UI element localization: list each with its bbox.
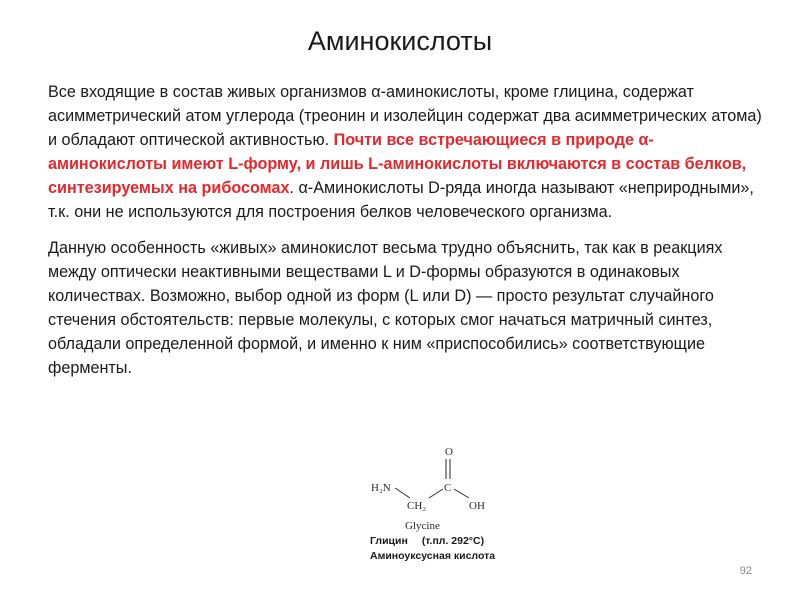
- structure-caption: [370, 534, 495, 564]
- bond-ch2-c: [429, 489, 443, 498]
- atom-c: C: [444, 482, 452, 494]
- glycine-structure-diagram: [365, 445, 525, 535]
- paragraph-1-part-2: . α-Аминокислоты D-ряда иногда называют «неприродными», т.к. они не используются для построения белков человеческого организма.: [48, 179, 754, 221]
- caption-line-2: Аминоуксусная кислота: [370, 550, 496, 562]
- bond-n-ch2: [395, 488, 410, 498]
- paragraph-2: Данную особенность «живых» аминокислот весьма трудно объяснить, так как в реакциях между оптически неактивными веществами L и D-формы образуются в одинаковых количествах. Возможно, выбор одной из форм (L или D) — просто результат случайного стечения обстоятельств: первые молекулы, с которых смог начаться матричный синтез, обладали определенной формой, и именно к ним «приспособились» соответствующие ферменты.: [48, 239, 723, 377]
- caption-melting-point: (т.пл. 292°C): [421, 535, 485, 547]
- group-h2n: H₂N: [371, 482, 391, 494]
- highlighted-statement: Почти все встречающиеся в природе α-аминокислоты имеют L-форму, и лишь L-аминокислоты включаются в состав белков, синтезируемых на рибосомах: [48, 131, 747, 197]
- bond-c-oh: [454, 489, 469, 498]
- group-ch2: CH₂: [407, 500, 427, 512]
- caption-line-1: [370, 534, 495, 549]
- caption-name: Глицин: [370, 535, 408, 547]
- page-number: 92: [739, 565, 752, 577]
- slide-title: Аминокислоты: [307, 26, 493, 56]
- structure-name: Glycine: [405, 520, 440, 532]
- paragraph-1: [48, 80, 768, 224]
- paragraph-1-part-1: Все входящие в состав живых организмов α-аминокислоты, кроме глицина, содержат асимметрический атом углерода (треонин и изолейцин содержат два асимметрических атома) и обладают оптической активностью.: [48, 83, 762, 149]
- group-oh: OH: [469, 500, 485, 512]
- atom-o: O: [445, 446, 453, 458]
- body-text: [48, 80, 768, 380]
